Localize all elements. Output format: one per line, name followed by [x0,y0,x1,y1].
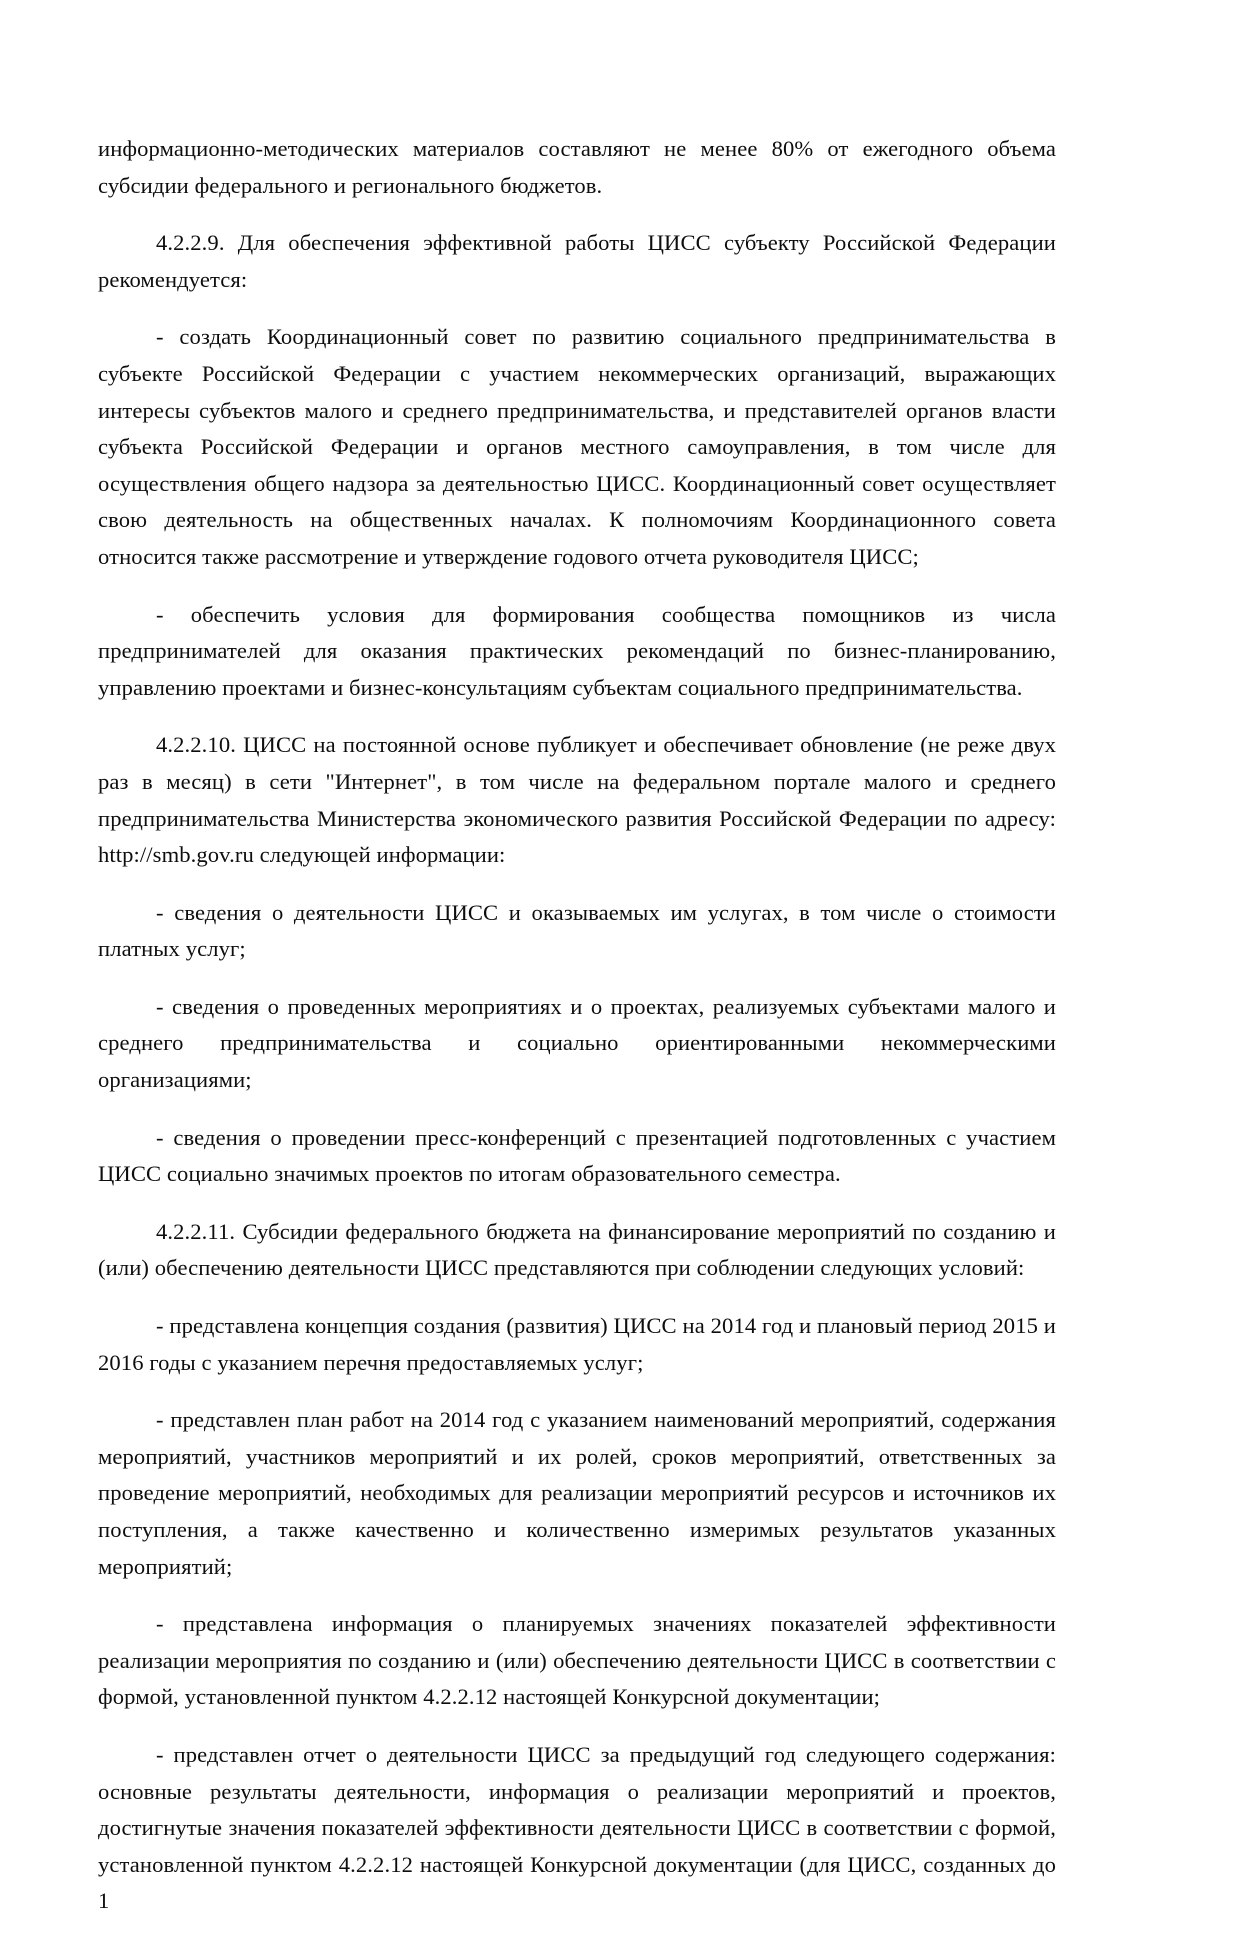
dash-item-performance-indicators: - представлена информация о планируемых значениях показателей эффективности реализации мероприятия по созданию и (или) обеспечению деятельности ЦИСС в соответствии с формой, установленной пунктом 4.2.2.12 настоящей Конкурсной документации; [98,1611,1056,1710]
dash-item-events-info: - сведения о проведенных мероприятиях и о проектах, реализуемых субъектами малого и среднего предпринимательства и социально ориентированными некоммерческими организациями; [98,993,1056,1093]
dash-item-mentor-community: - обеспечить условия для формирования сообщества помощников из числа предпринимателей для оказания практических рекомендаций по бизнес-планированию, управлению проектами и бизнес-консультациям субъектам социального предпринимательства. [98,601,1056,700]
dash-item-work-plan: - представлен план работ на 2014 год с указанием наименований мероприятий, содержания мероприятий, участников мероприятий и их ролей, сроков мероприятий, ответственных за проведение мероприятий, необходимых для реализации мероприятий ресурсов и источников их поступления, а также качественно и количественно измеримых результатов указанных мероприятий; [98,1407,1056,1579]
dash-item-previous-year-report: - представлен отчет о деятельности ЦИСС за предыдущий год следующего содержания: основные результаты деятельности, информация о реализации мероприятий и проектов, достигнутые значения показателей эффективности деятельности ЦИСС в соответствии с формой, установленной пунктом 4.2.2.12 настоящей Конкурсной документации (для ЦИСС, созданных до 1 [98,1741,1056,1914]
document-text-body [98,131,1056,1957]
clause-4-2-2-11: 4.2.2.11. Субсидии федерального бюджета на финансирование мероприятий по созданию и (или) обеспечению деятельности ЦИСС представляются при соблюдении следующих условий: [98,1218,1056,1281]
paragraph-continuation: информационно-методических материалов составляют не менее 80% от ежегодного объема субсидии федерального и регионального бюджетов. [98,136,1056,198]
dash-item-concept: - представлена концепция создания (развития) ЦИСС на 2014 год и плановый период 2015 и 2016 годы с указанием перечня предоставляемых услуг; [98,1313,1056,1375]
clause-4-2-2-10: 4.2.2.10. ЦИСС на постоянной основе публикует и обеспечивает обновление (не реже двух раз в месяц) в сети "Интернет", в том числе на федеральном портале малого и среднего предпринимательства Министерства экономического развития Российской Федерации по адресу: http://smb.gov.ru следующей информации: [98,732,1056,868]
dash-item-coordination-council: - создать Координационный совет по развитию социального предпринимательства в субъекте Российской Федерации с участием некоммерческих организаций, выражающих интересы субъектов малого и среднего предпринимательства, и представителей органов власти субъекта Российской Федерации и органов местного самоуправления, в том числе для осуществления общего надзора за деятельностью ЦИСС. Координационный совет осуществляет свою деятельность на общественных началах. К полномочиям Координационного совета относится также рассмотрение и утверждение годового отчета руководителя ЦИСС; [98,324,1056,569]
dash-item-activity-info: - сведения о деятельности ЦИСС и оказываемых им услугах, в том числе о стоимости платных услуг; [98,899,1056,962]
dash-item-press-conferences: - сведения о проведении пресс-конференций с презентацией подготовленных с участием ЦИСС социально значимых проектов по итогам образовательного семестра. [98,1124,1056,1187]
clause-4-2-2-9: 4.2.2.9. Для обеспечения эффективной работы ЦИСС субъекту Российской Федерации рекомендуется: [98,230,1056,292]
